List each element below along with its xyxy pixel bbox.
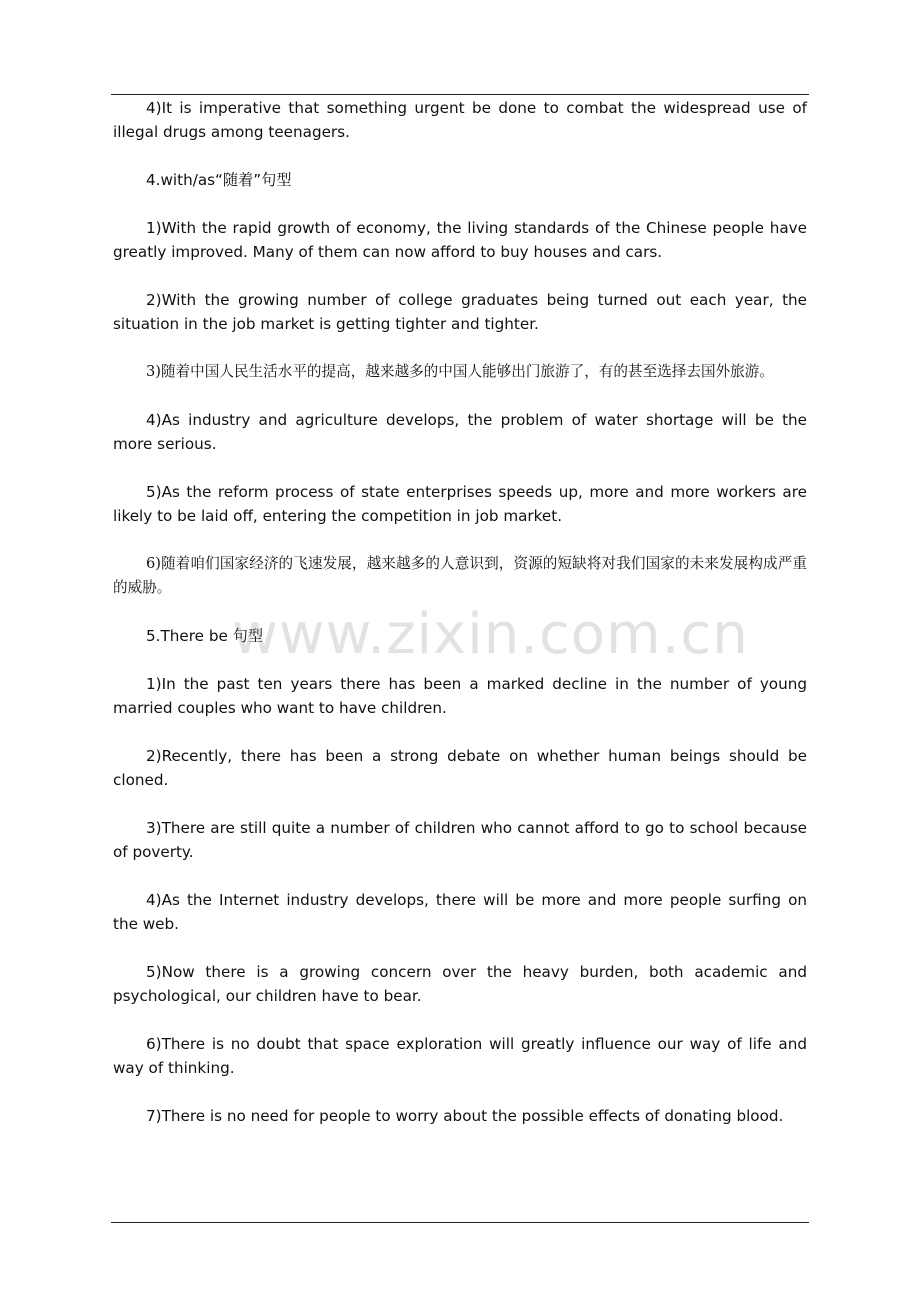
- sentence-paragraph: 3)随着中国人民生活水平的提高，越来越多的中国人能够出门旅游了，有的甚至选择去国外旅游。: [146, 363, 774, 380]
- sentence-paragraph: 3)There are still quite a number of children who cannot afford to go to school because of poverty.: [113, 819, 807, 861]
- sentence-paragraph: 7)There is no need for people to worry about the possible effects of donating blood.: [146, 1107, 784, 1125]
- section-heading-with-as: 4.with/as“随着”句型: [146, 171, 292, 189]
- sentence-paragraph: 4)As the Internet industry develops, there will be more and more people surfing on the web.: [113, 891, 807, 933]
- sentence-paragraph: 4)It is imperative that something urgent be done to combat the widespread use of illegal drugs among teenagers.: [113, 99, 807, 141]
- watermark: www.zixin.com.cn: [232, 602, 749, 667]
- header-rule: [111, 94, 809, 95]
- sentence-paragraph: 4)As industry and agriculture develops, the problem of water shortage will be the more serious.: [113, 411, 807, 453]
- sentence-paragraph: 6)There is no doubt that space exploration will greatly influence our way of life and way of thinking.: [113, 1035, 807, 1077]
- sentence-paragraph: 1)With the rapid growth of economy, the living standards of the Chinese people have greatly improved. Many of them can now afford to buy houses and cars.: [113, 219, 807, 261]
- footer-rule: [111, 1222, 809, 1223]
- document-body: [113, 96, 807, 1152]
- sentence-paragraph: 5)As the reform process of state enterprises speeds up, more and more workers are likely to be laid off, entering the competition in job market.: [113, 483, 807, 525]
- sentence-paragraph: 2)With the growing number of college graduates being turned out each year, the situation in the job market is getting tighter and tighter.: [113, 291, 807, 333]
- sentence-paragraph: 1)In the past ten years there has been a marked decline in the number of young married couples who want to have children.: [113, 675, 807, 717]
- sentence-paragraph: 2)Recently, there has been a strong debate on whether human beings should be cloned.: [113, 747, 807, 789]
- sentence-paragraph: 5)Now there is a growing concern over the heavy burden, both academic and psychological, our children have to bear.: [113, 963, 807, 1005]
- section-heading-there-be: 5.There be 句型: [146, 627, 264, 645]
- sentence-paragraph: 6)随着咱们国家经济的飞速发展，越来越多的人意识到，资源的短缺将对我们国家的未来发展构成严重的威胁。: [113, 555, 807, 596]
